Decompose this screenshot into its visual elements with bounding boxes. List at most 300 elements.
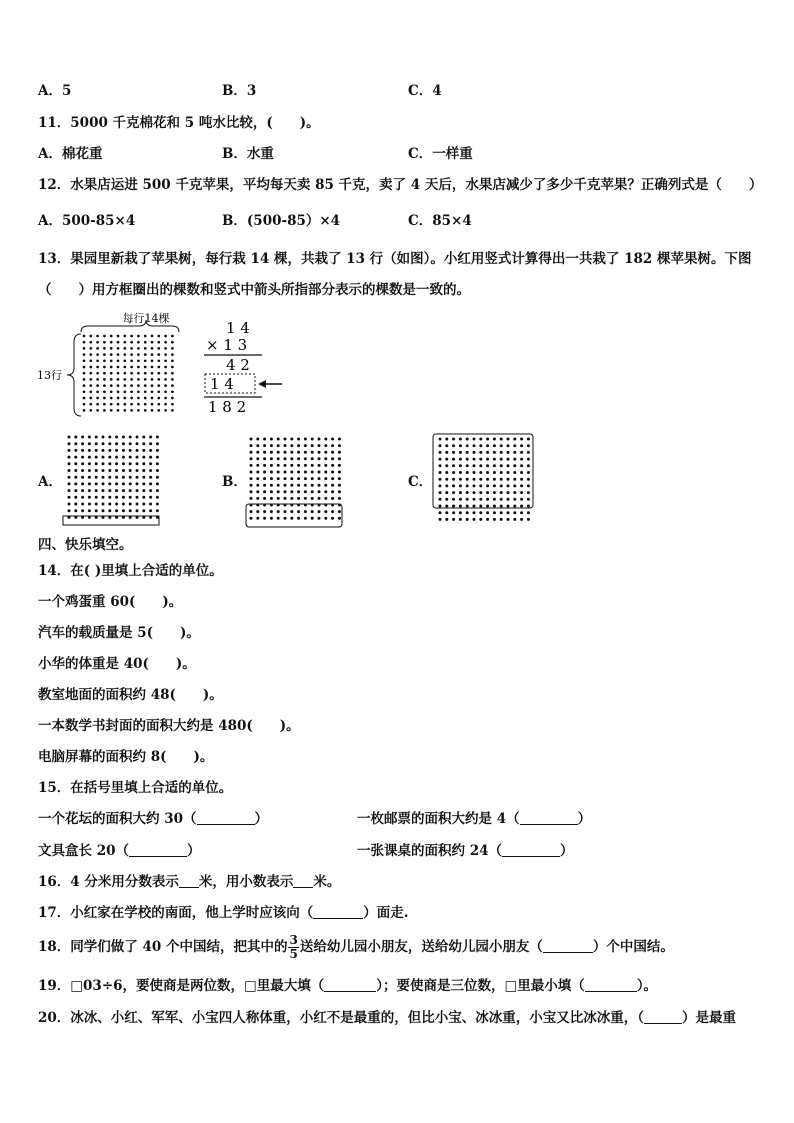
q10-option-a[interactable]: A．5 [38, 83, 72, 99]
dot [297, 471, 300, 474]
q17-close: ）面走. [363, 905, 409, 921]
dot [277, 517, 280, 520]
dot [256, 444, 259, 447]
dot [102, 503, 105, 506]
q14-item-1[interactable]: 一个鸡蛋重 60( )。 [38, 594, 183, 610]
q18-blank[interactable] [543, 939, 593, 953]
dot [123, 341, 126, 344]
dot [439, 458, 442, 461]
dot [117, 335, 120, 338]
dot [122, 442, 125, 445]
dot [102, 456, 105, 459]
dot [157, 372, 160, 375]
dot [256, 497, 259, 500]
dot [164, 341, 167, 344]
dot [270, 451, 273, 454]
dot [500, 438, 503, 441]
dot [81, 489, 84, 492]
q13-option-a-dot-grid [68, 436, 159, 519]
dot [500, 464, 503, 467]
dot [122, 482, 125, 485]
dot [256, 438, 259, 441]
dot [95, 476, 98, 479]
dot [250, 477, 253, 480]
dot [81, 509, 84, 512]
dot [459, 458, 462, 461]
dot [459, 471, 462, 474]
dot [527, 444, 530, 447]
dot [270, 457, 273, 460]
dot [284, 444, 287, 447]
dot [81, 456, 84, 459]
dot [520, 498, 523, 501]
dot [102, 476, 105, 479]
dot [486, 464, 489, 467]
dot [136, 469, 139, 472]
dot [479, 511, 482, 514]
dot [103, 378, 106, 381]
dot [171, 366, 174, 369]
dot [115, 509, 118, 512]
dot [115, 503, 118, 506]
q11-option-b[interactable]: B．水重 [222, 146, 274, 162]
dot [445, 458, 448, 461]
q19-part2: ）；要使商是三位数，□里最小填（ [376, 978, 585, 994]
dot [527, 438, 530, 441]
dot [136, 496, 139, 499]
dot [144, 347, 147, 350]
dot [83, 403, 86, 406]
dot [130, 372, 133, 375]
dot [123, 403, 126, 406]
q10-option-b[interactable]: B．3 [222, 83, 257, 99]
dot [142, 462, 145, 465]
q11-option-c[interactable]: C．一样重 [408, 146, 473, 162]
dot [270, 444, 273, 447]
dot [507, 478, 510, 481]
dot [156, 442, 159, 445]
dot [96, 359, 99, 362]
dot [137, 372, 140, 375]
q13-stem-line2: （ ）用方框圈出的棵数和竖式中箭头所指部分表示的棵数是一致的。 [38, 282, 470, 298]
dot [311, 457, 314, 460]
dot [110, 384, 113, 387]
dot [250, 497, 253, 500]
dot [527, 451, 530, 454]
dot [324, 444, 327, 447]
dot [164, 366, 167, 369]
q15-item-4-blank[interactable] [502, 843, 560, 857]
dot [250, 510, 253, 513]
dot [486, 451, 489, 454]
dot [311, 510, 314, 513]
dot [96, 384, 99, 387]
dot [83, 335, 86, 338]
dot [513, 471, 516, 474]
dot [486, 444, 489, 447]
dot [122, 462, 125, 465]
dot [507, 484, 510, 487]
q13-option-a-label[interactable]: A． [38, 474, 62, 490]
dot [466, 505, 469, 508]
dot [520, 491, 523, 494]
dot [144, 390, 147, 393]
dot [277, 444, 280, 447]
dot [81, 449, 84, 452]
dot [164, 347, 167, 350]
dot [81, 482, 84, 485]
q15-item-3-blank[interactable] [129, 843, 187, 857]
dot [103, 403, 106, 406]
dot [256, 510, 259, 513]
dot [324, 490, 327, 493]
dot [500, 505, 503, 508]
dot [110, 390, 113, 393]
dot [284, 464, 287, 467]
dot [466, 458, 469, 461]
dot [250, 444, 253, 447]
dot [277, 477, 280, 480]
dot [164, 353, 167, 356]
dot [486, 458, 489, 461]
dot [500, 498, 503, 501]
dot [102, 496, 105, 499]
dot [459, 511, 462, 514]
dot [338, 497, 341, 500]
dot [290, 497, 293, 500]
dot [96, 366, 99, 369]
dot [149, 489, 152, 492]
dot [89, 353, 92, 356]
dot [130, 341, 133, 344]
calc-partial-2: 1 4 [210, 375, 234, 393]
q16-part3: 米。 [313, 874, 341, 890]
dot [156, 462, 159, 465]
dot [157, 335, 160, 338]
dot [151, 378, 154, 381]
dot [74, 482, 77, 485]
q14-item-6[interactable]: 电脑屏幕的面积约 8( )。 [38, 749, 214, 765]
dot [500, 458, 503, 461]
dot [115, 442, 118, 445]
dot [95, 456, 98, 459]
q13-option-c-label[interactable]: C． [408, 474, 433, 490]
dot [520, 464, 523, 467]
dot [117, 397, 120, 400]
dot [137, 378, 140, 381]
dot [452, 491, 455, 494]
dot [130, 403, 133, 406]
dot [513, 451, 516, 454]
q13-main-dot-grid [83, 335, 174, 412]
dot [74, 462, 77, 465]
dot [493, 458, 496, 461]
dot [156, 436, 159, 439]
dot [110, 378, 113, 381]
q13-option-b-figure[interactable] [243, 432, 345, 530]
dot [277, 510, 280, 513]
dot [331, 517, 334, 520]
q17-blank[interactable] [313, 905, 363, 919]
q14-item-5[interactable]: 一本数学书封面的面积大约是 480( )。 [38, 718, 300, 734]
dot [144, 366, 147, 369]
dot [277, 464, 280, 467]
dot [81, 436, 84, 439]
dot [486, 505, 489, 508]
dot [324, 438, 327, 441]
calc-result: 1 8 2 [208, 398, 247, 416]
dot [290, 510, 293, 513]
dot [115, 496, 118, 499]
dot [311, 477, 314, 480]
q15-item-3-text: 文具盒长 20（ [38, 843, 129, 859]
dot [270, 484, 273, 487]
dot [157, 366, 160, 369]
dot [324, 464, 327, 467]
dot [520, 438, 523, 441]
dot [338, 451, 341, 454]
dot [338, 438, 341, 441]
dot [256, 457, 259, 460]
dot [115, 482, 118, 485]
dot [164, 384, 167, 387]
dot [123, 372, 126, 375]
dot [108, 436, 111, 439]
dot [130, 335, 133, 338]
dot [122, 496, 125, 499]
dot [318, 517, 321, 520]
dot [122, 509, 125, 512]
dot [68, 489, 71, 492]
q10-option-c[interactable]: C．4 [408, 83, 442, 99]
q13-stem-line1: 13．果园里新栽了苹果树，每行栽 14 棵，共栽了 13 行（如图）。小红用竖式计算得出一共栽了 182 棵苹果树。下图 [38, 251, 752, 267]
dot [115, 469, 118, 472]
dot [157, 409, 160, 412]
dot [81, 469, 84, 472]
dot [486, 498, 489, 501]
dot [331, 471, 334, 474]
q15-item-2-text: 一枚邮票的面积大约是 4（ [357, 811, 520, 827]
dot [479, 451, 482, 454]
dot [142, 503, 145, 506]
dot [290, 444, 293, 447]
dot [149, 509, 152, 512]
q15-item-2-blank[interactable] [520, 811, 578, 825]
dot [117, 403, 120, 406]
dot [311, 517, 314, 520]
dot [108, 503, 111, 506]
dot [445, 498, 448, 501]
dot [95, 449, 98, 452]
dot [103, 335, 106, 338]
dot [500, 518, 503, 521]
dot [304, 464, 307, 467]
dot [479, 484, 482, 487]
dot [445, 491, 448, 494]
dot [142, 449, 145, 452]
dot [115, 436, 118, 439]
dot [88, 489, 91, 492]
dot [123, 335, 126, 338]
dot [137, 359, 140, 362]
q13-option-b-label[interactable]: B． [222, 474, 247, 490]
q14-item-3[interactable]: 小华的体重是 40( )。 [38, 656, 196, 672]
dot [117, 353, 120, 356]
dot [129, 476, 132, 479]
dot [297, 490, 300, 493]
q13-option-c-figure[interactable] [430, 431, 536, 529]
dot [144, 397, 147, 400]
dot [459, 464, 462, 467]
dot [83, 341, 86, 344]
dot [81, 503, 84, 506]
dot [439, 451, 442, 454]
q20-blank[interactable] [644, 1010, 682, 1024]
dot [290, 484, 293, 487]
q18-fraction-denominator: 5 [289, 947, 298, 961]
dot [142, 456, 145, 459]
dot [123, 397, 126, 400]
dot [318, 510, 321, 513]
dot [88, 436, 91, 439]
dot [527, 484, 530, 487]
dot [493, 438, 496, 441]
dot [115, 476, 118, 479]
dot [270, 471, 273, 474]
dot [459, 505, 462, 508]
dot [108, 476, 111, 479]
dot [68, 436, 71, 439]
dot [88, 509, 91, 512]
dot [338, 457, 341, 460]
dot [137, 397, 140, 400]
dot [137, 409, 140, 412]
dot [103, 359, 106, 362]
q14-item-4[interactable]: 教室地面的面积约 48( )。 [38, 687, 223, 703]
dot [493, 518, 496, 521]
dot [103, 347, 106, 350]
dot [89, 384, 92, 387]
dot [144, 384, 147, 387]
dot [149, 456, 152, 459]
dot [479, 491, 482, 494]
dot [493, 478, 496, 481]
dot [445, 451, 448, 454]
dot [122, 456, 125, 459]
dot [284, 517, 287, 520]
dot [108, 449, 111, 452]
dot [108, 509, 111, 512]
dot [311, 490, 314, 493]
dot [284, 438, 287, 441]
q15-item-1-blank[interactable] [197, 811, 255, 825]
q12-option-b[interactable]: B．(500-85）×4 [222, 213, 341, 229]
q19-blank-1[interactable] [324, 978, 376, 992]
dot [318, 464, 321, 467]
q15-item-4 [357, 842, 574, 860]
dot [115, 462, 118, 465]
dot [149, 469, 152, 472]
dot [452, 458, 455, 461]
q14-item-2[interactable]: 汽车的载质量是 5( )。 [38, 625, 200, 641]
dot [144, 335, 147, 338]
dot [439, 498, 442, 501]
dot [513, 518, 516, 521]
dot [520, 451, 523, 454]
dot [250, 517, 253, 520]
dot [473, 451, 476, 454]
dot [74, 449, 77, 452]
dot [338, 510, 341, 513]
q18-fraction-numerator: 3 [289, 933, 298, 947]
dot [304, 451, 307, 454]
dot [297, 457, 300, 460]
q19-blank-2[interactable] [585, 978, 637, 992]
dot [284, 471, 287, 474]
dot [171, 335, 174, 338]
dot [331, 444, 334, 447]
q17-text: 17．小红家在学校的南面，他上学时应该向（ [38, 905, 314, 921]
dot [110, 372, 113, 375]
dot [318, 471, 321, 474]
q15-item-1 [38, 810, 268, 828]
dot [129, 436, 132, 439]
q12-option-a[interactable]: A．500-85×4 [38, 213, 136, 229]
q11-option-a[interactable]: A．棉花重 [38, 146, 103, 162]
q16-blank-2[interactable] [293, 874, 313, 888]
q20 [38, 1009, 736, 1027]
dot [290, 490, 293, 493]
dot [473, 444, 476, 447]
dot [311, 497, 314, 500]
dot [479, 458, 482, 461]
q18-text: 18．同学们做了 40 个中国结，把其中的 [38, 939, 288, 955]
q13-top-label: 每行14棵 [122, 312, 170, 325]
dot [144, 353, 147, 356]
dot [479, 438, 482, 441]
dot [83, 390, 86, 393]
dot [284, 451, 287, 454]
dot [129, 496, 132, 499]
dot [277, 457, 280, 460]
dot [338, 477, 341, 480]
dot [263, 510, 266, 513]
q13-option-a-figure[interactable] [60, 432, 164, 528]
dot [123, 409, 126, 412]
dot [156, 503, 159, 506]
dot [95, 509, 98, 512]
dot [452, 471, 455, 474]
dot [331, 438, 334, 441]
q12-option-c[interactable]: C．85×4 [408, 213, 472, 229]
dot [171, 372, 174, 375]
dot [96, 378, 99, 381]
dot [110, 353, 113, 356]
dot [123, 347, 126, 350]
q13-option-b-dot-grid [250, 438, 341, 520]
dot [297, 497, 300, 500]
dot [123, 384, 126, 387]
dot [156, 509, 159, 512]
dot [445, 471, 448, 474]
dot [68, 456, 71, 459]
q16-blank-1[interactable] [179, 874, 199, 888]
dot [123, 353, 126, 356]
dot [95, 469, 98, 472]
dot [452, 484, 455, 487]
dot [452, 451, 455, 454]
dot [459, 491, 462, 494]
